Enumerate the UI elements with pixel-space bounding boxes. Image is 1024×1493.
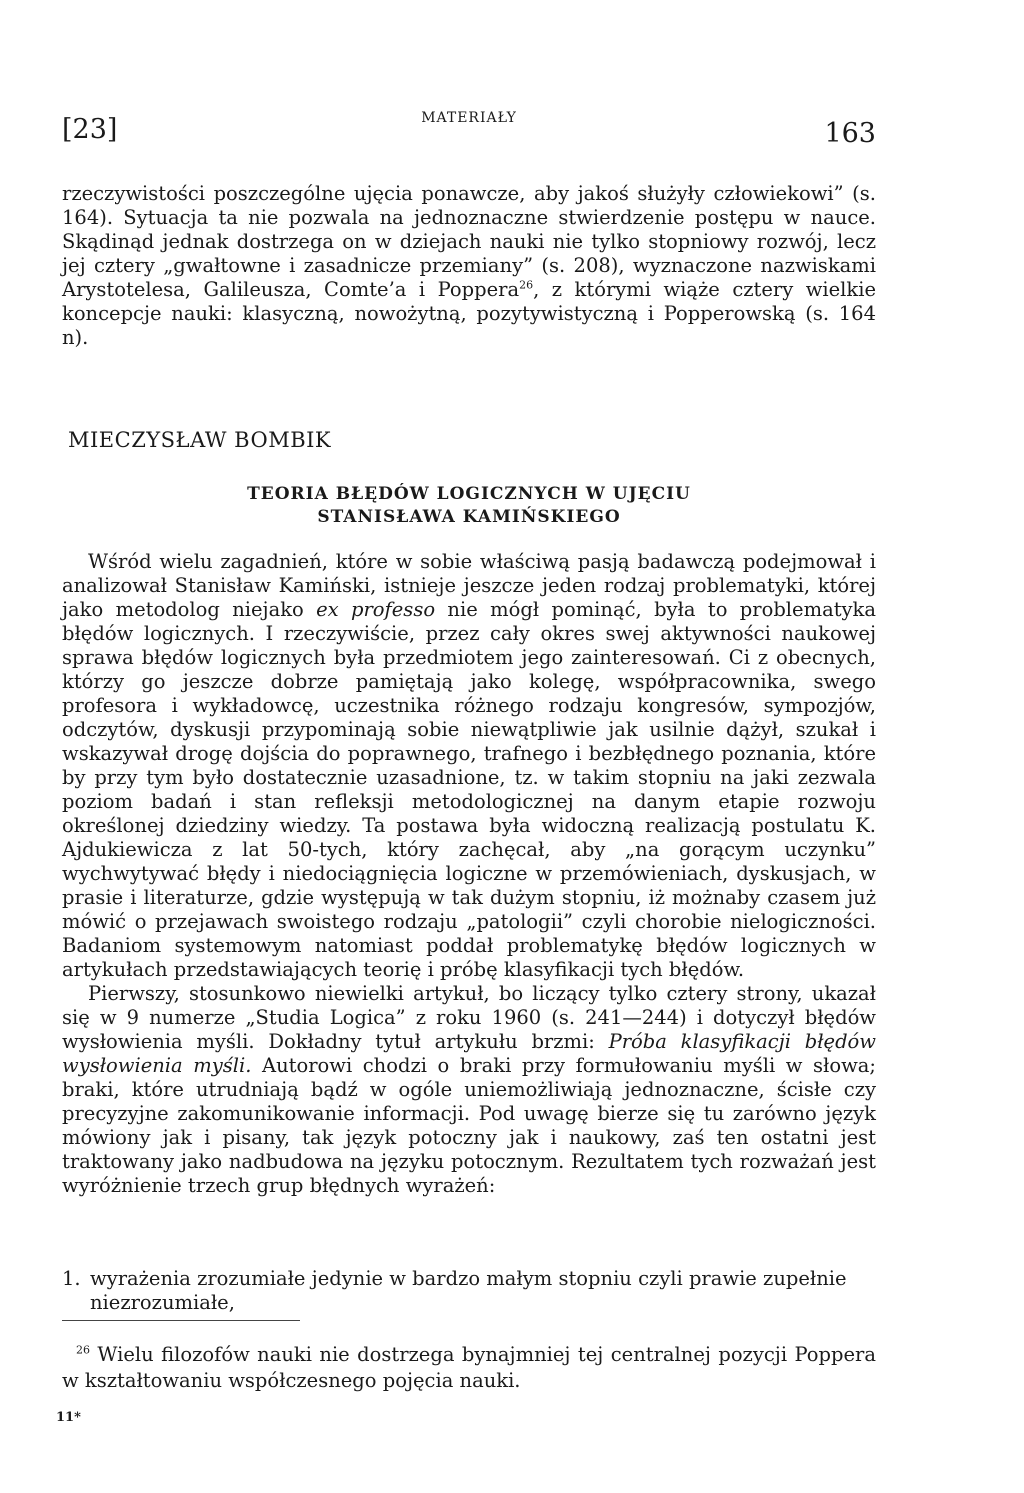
- footnote-text: Wielu filozofów nauki nie dostrzega bynajmniej tej centralnej pozycji Poppera w kształtowaniu współczesnego pojęcia nauki.: [62, 1343, 876, 1392]
- paragraph-1-italic: ex professo: [316, 598, 436, 621]
- intro-text-1: rzeczywistości poszczególne ujęcia ponawcze, aby jakoś służyły człowiekowi” (s. 164). Sytuacja ta nie pozwala na jednoznaczne stwierdzenie postępu w nauce. Skądinąd jednak dostrzega on w dziejach nauki nie tylko stopniowy rozwój, lecz jej cztery „gwałtowne i zasadnicze przemiany” (s. 208), wyznaczone nazwiskami Arystotelesa, Galileusza, Comte’a i Poppera: [62, 182, 876, 301]
- footnote: [62, 1342, 876, 1394]
- paragraph-2-italic: Próba klasyfikacji błędów wysłowienia myśli.: [62, 1030, 876, 1077]
- list-item: [62, 1267, 876, 1315]
- paragraph-2-text-b: Autorowi chodzi o braki przy formułowaniu myśli w słowa; braki, które utrudniają bądź w ogóle uniemożliwiają jednoznaczne, ścisłe czy precyzyjne zakomunikowanie informacji. Pod uwagę bierze się tu zarówno język mówiony jak i pisany, tak język potoczny jak i naukowy, zaś ten ostatni jest traktowany jako nadbudowa na języku potocznym. Rezultatem tych rozważań jest wyróżnienie trzech grup błędnych wyrażeń:: [62, 1054, 876, 1197]
- paragraph-2-text-a: Pierwszy, stosunkowo niewielki artykuł, bo liczący tylko cztery strony, ukazał się w 9 numerze „Studia Logica” z roku 1960 (s. 241—244) i dotyczył błędów wysłowienia myśli. Dokładny tytuł artykułu brzmi:: [62, 982, 876, 1053]
- section-number: [23]: [62, 114, 118, 145]
- title-line-1: TEORIA BŁĘDÓW LOGICZNYCH W UJĘCIU: [247, 484, 691, 504]
- list-item-number: 1.: [62, 1267, 81, 1290]
- paragraph-1-text-b: nie mógł pominąć, była to problematyka błędów logicznych. I rzeczywiście, przez cały okres swej aktywności naukowej sprawa błędów logicznych była przedmiotem jego zainteresowań. Ci z obecnych, którzy go jeszcze dobrze pamiętają jako kolegę, współpracownika, swego profesora i wykładowcę, uczestnika różnego rodzaju kongresów, sympozjów, odczytów, dyskusji przypominają sobie niewątpliwie jak usilnie dążył, szukał i wskazywał drogę dojścia do poprawnego, trafnego i bezbłędnego poznania, które by przy tym było dostatecznie uzasadnione, tz. w takim stopniu na jaki zezwala poziom badań i stan refleksji metodologicznej na danym etapie rozwoju określonej dziedziny wiedzy. Ta postawa była widoczną realizacją postulatu K. Ajdukiewicza z lat 50-tych, który zachęcał, aby „na gorącym uczynku” wychwytywać błędy i niedociągnięcia logiczne w przemówieniach, dyskusjach, w prasie i literaturze, gdzie występują w tak dużym stopniu, iż możnaby czasem już mówić o przejawach swoistego rodzaju „patologii” czyli chorobie nielogiczności. Badaniom systemowym natomiast poddał problematykę błędów logicznych w artykułach przedstawiających teorię i próbę klasyfikacji tych błędów.: [62, 598, 876, 981]
- list-item-text: wyrażenia zrozumiałe jedynie w bardzo małym stopniu czyli prawie zupełnie niezrozumiałe,: [90, 1267, 847, 1314]
- intro-text-2: , z którymi wiąże cztery wielkie koncepcje nauki: klasyczną, nowożytną, pozytywistyczną i Popperowską (s. 164 n).: [62, 278, 877, 349]
- running-head: [62, 108, 876, 148]
- title-line-2: STANISŁAWA KAMIŃSKIEGO: [317, 507, 621, 527]
- article-title: [62, 483, 876, 529]
- article-body: [62, 550, 876, 1198]
- footnote-ref: 26: [519, 278, 534, 292]
- footnote-divider: [62, 1320, 300, 1321]
- intro-paragraph: [62, 182, 876, 350]
- sheet-signature: 11*: [56, 1410, 81, 1425]
- paragraph-1-text-a: Wśród wielu zagadnień, które w sobie właściwą pasją badawczą podejmował i analizował Stanisław Kamiński, istnieje jeszcze jeden rodzaj problematyki, której jako metodolog niejako: [62, 550, 876, 621]
- page-number: 163: [824, 118, 876, 149]
- paragraph-1: [62, 550, 876, 982]
- paragraph-2: [62, 982, 876, 1198]
- error-groups-list: [62, 1267, 876, 1315]
- running-title: MATERIAŁY: [421, 110, 517, 126]
- footnote-number: 26: [76, 1343, 90, 1357]
- article-author: MIECZYSŁAW BOMBIK: [68, 428, 332, 452]
